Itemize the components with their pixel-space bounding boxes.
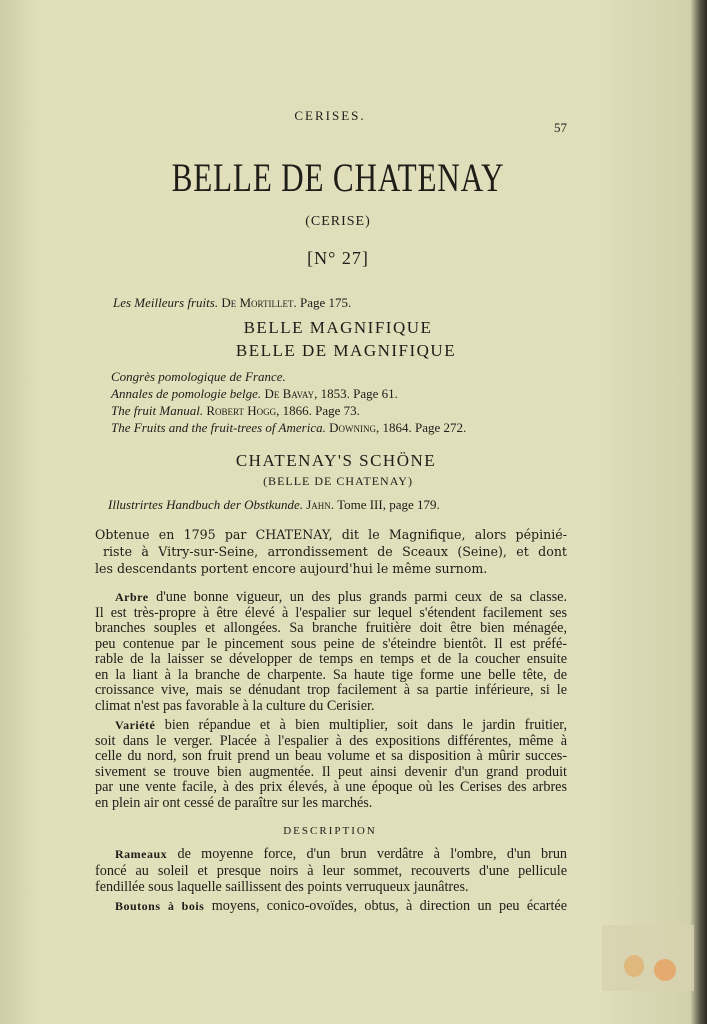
text-line: branches souples et allongées. Sa branche fruitière doit être bien ménagée,: [95, 620, 567, 636]
ref-title: Illustrirtes Handbuch der Obstkunde.: [108, 497, 303, 512]
text-line: d'une bonne vigueur, un des plus grands parmi ceux de sa classe.: [156, 589, 567, 605]
text-line: de moyenne force, d'un brun verdâtre à l'ombre, d'un brun: [177, 846, 568, 862]
text-line: foncé au soleil et presque noirs à leur sommet, recouverts d'une pellicule: [95, 862, 567, 879]
ref-author: De Bavay,: [264, 386, 318, 401]
arbre-paragraph: [95, 590, 567, 714]
text-line: par une vente facile, à des prix élevés, à une époque où les Cerises des arbres: [95, 779, 567, 795]
ref-author: Robert Hogg,: [206, 403, 280, 418]
reference: [108, 496, 440, 513]
text-line: soit dans le verger. Placée à l'espalier à des expositions différentes, même à: [95, 732, 567, 749]
ref-title: The fruit Manual.: [111, 403, 204, 418]
ref-page: Tome III, page 179.: [337, 497, 440, 512]
ref-title: Les Meilleurs fruits.: [113, 295, 219, 310]
text-line: croissance vive, mais se dénudant trop facilement à sa partie inférieure, si le: [95, 682, 567, 698]
reference: [111, 368, 466, 385]
section-heading: DESCRIPTION: [283, 825, 377, 837]
text-line: riste à Vitry-sur-Seine, arrondissement de Sceaux (Seine), et dont: [103, 544, 567, 559]
entry-number: [N° 27]: [307, 248, 369, 268]
running-head: CERISES.: [294, 108, 366, 123]
fruit-watermark-image: [602, 925, 694, 991]
text-line: Il est très-propre à être élevé à l'espalier sur lequel s'étendent facilement ses: [95, 604, 567, 621]
run-in-heading: Variété: [115, 718, 156, 732]
ref-author: De Mortillet.: [221, 295, 297, 310]
ref-page: 1866. Page 73.: [282, 403, 360, 418]
ref-title: Congrès pomologique de France.: [111, 369, 286, 384]
rameaux-paragraph: [95, 846, 567, 896]
text-line: climat n'est pas favorable à la culture du Cerisier.: [95, 697, 375, 714]
ref-page: 1864. Page 272.: [382, 420, 467, 435]
text-line: sivement se trouve bien augmentée. Il peut ainsi devenir d'un grand produit: [95, 763, 567, 780]
text-line: fendillée sous laquelle saillissent des points verruqueux jaunâtres.: [95, 879, 469, 896]
ref-page: Page 175.: [300, 295, 352, 310]
synonym: BELLE MAGNIFIQUE: [243, 318, 433, 337]
page-number: 57: [554, 120, 567, 135]
ref-author: Downing,: [329, 420, 380, 435]
page-title: BELLE DE CHATENAY: [171, 155, 505, 200]
run-in-heading: Boutons à bois: [115, 899, 205, 913]
reference: [113, 294, 351, 311]
text-line: moyens, conico-ovoïdes, obtus, à direction un peu écartée: [211, 898, 568, 914]
text-line: bien répandue et à bien multiplier, soit dans le jardin fruitier,: [164, 717, 568, 733]
synonym-subtitle: (BELLE DE CHATENAY): [263, 474, 413, 488]
synonym: CHATENAY'S SCHÖNE: [235, 451, 437, 470]
subtitle: (CERISE): [305, 214, 371, 229]
synonym: BELLE DE MAGNIFIQUE: [235, 341, 457, 360]
text-line: peu contenue par le pincement sous peine de s'éteindre bientôt. Il est préfé-: [95, 635, 567, 652]
text-line: Obtenue en 1795 par CHATENAY, dit le Magnifique, alors pépinié-: [95, 527, 567, 542]
run-in-heading: Rameaux: [115, 847, 168, 861]
boutons-paragraph: [95, 898, 567, 915]
text-line: celle du nord, son fruit prend un beau volume et sa disposition à mûrir succes-: [95, 748, 567, 764]
run-in-heading: Arbre: [115, 590, 149, 604]
reference: [111, 385, 466, 402]
reference: [111, 419, 466, 436]
text-line: en plein air ont cessé de paraître sur les marchés.: [95, 794, 373, 811]
origin-paragraph: [95, 526, 567, 577]
reference-list: [111, 368, 466, 436]
text-line: en la liant à la branche de charpente. Sa haute tige forme une belle tête, de: [95, 666, 567, 683]
text-line: rable de la laisser se développer de temps en temps et de la coucher ensuite: [95, 651, 567, 667]
variete-paragraph: [95, 718, 567, 811]
ref-author: Jahn.: [306, 497, 335, 512]
ref-title: Annales de pomologie belge.: [111, 386, 262, 401]
text-line: les descendants portent encore aujourd'hui le même surnom.: [95, 561, 488, 576]
ref-page: 1853. Page 61.: [320, 386, 398, 401]
ref-title: The Fruits and the fruit-trees of America.: [111, 420, 326, 435]
reference: [111, 402, 466, 419]
